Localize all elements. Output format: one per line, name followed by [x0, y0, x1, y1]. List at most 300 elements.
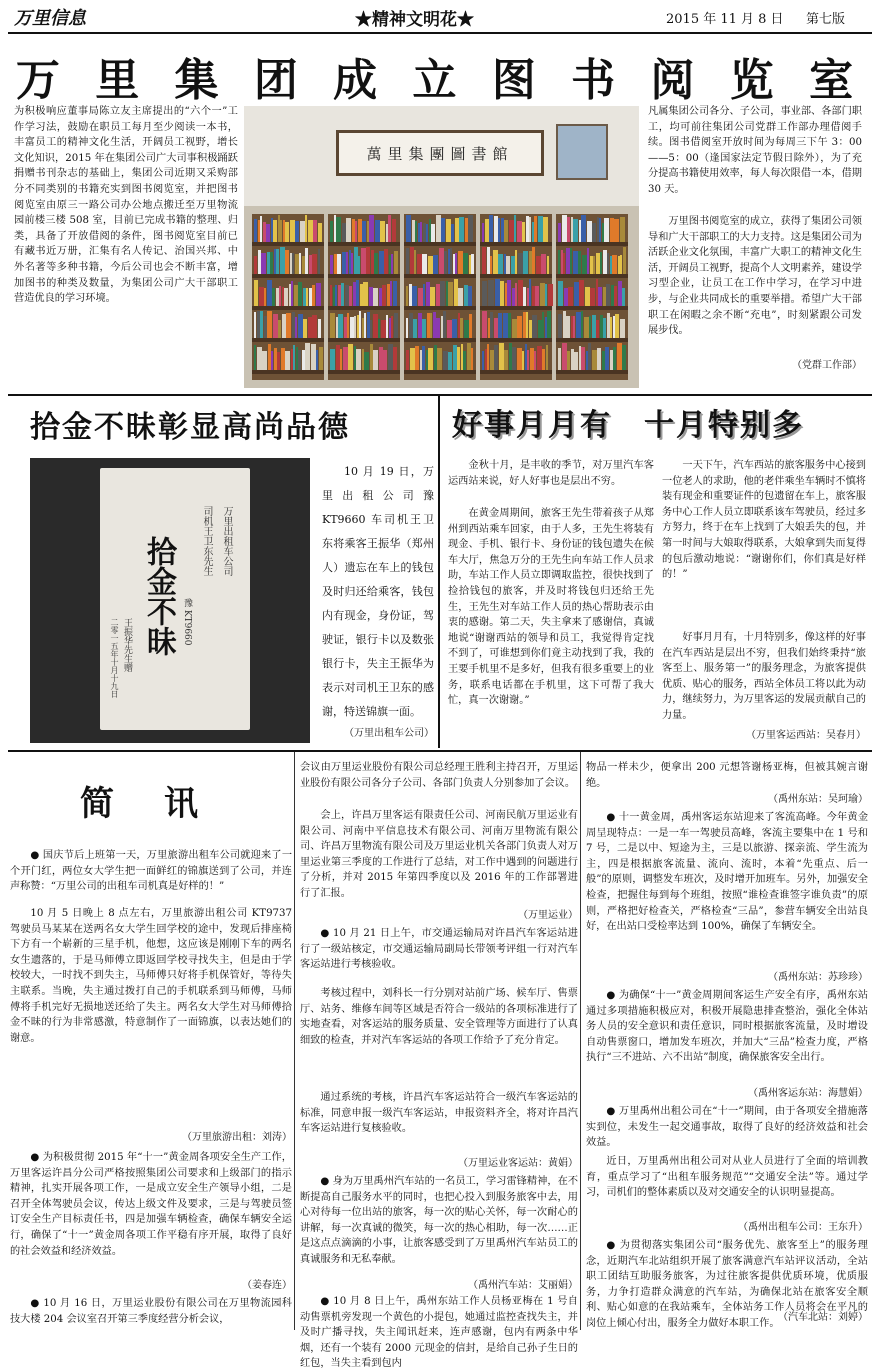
book-spine — [363, 282, 368, 306]
brief-right-p6: ● 为贯彻落实集团公司“服务优先、旅客至上”的服务理念，近期汽车北站组织开展了旅客满意汽车站评议活动，全站职工团结互助服务旅客，为过往旅客提供优质环境，优质服务，力争打造群众满意的汽车站，为确保北站在旅客安全顺利、贴心如意的在我站乘车，全体站务工作人员将会在平凡的岗位上倾心付出，服务全力做好本职工作。 — [586, 1240, 868, 1329]
brief-sig-r-1: （禹州东站：吴珂瑜） — [768, 794, 868, 805]
book-spine — [285, 250, 289, 274]
book-spine — [418, 288, 423, 306]
brief-sig-mid-1: （万里运业） — [518, 910, 578, 921]
book-spine — [573, 219, 578, 242]
brief-col-3 — [586, 760, 868, 1328]
brief-right-p4: ● 万里禹州出租公司在“十一”期间，由于各项安全措施落实到位，未发生一起交通事故，取得了良好的经济效益和社会效益。 — [586, 1106, 868, 1149]
book-spine — [369, 287, 373, 306]
brief-col-1 — [10, 848, 292, 1328]
book-spine — [509, 220, 514, 242]
book-spine — [436, 215, 441, 242]
book-spine — [453, 345, 457, 370]
book-spine — [446, 219, 451, 242]
book-spine — [281, 348, 285, 370]
shelf-board — [404, 338, 476, 342]
library-left-text: 为积极响应董事局陈立友主席提出的“六个一”工作学习法，鼓励在职员工每月至少阅读一本书，丰富员工的精神文化生活，开阔员工视野，增长文化知识，2015 年在集团公司广大司事积极踊跃捐赠书刊杂志的基础上，集团公司近期又采购部分不同类别的书籍充实到图书阅览室，并把图书阅览室由原三一路公司办公地点搬迁至万里物流园前楼三楼 508 室，目前已完成书籍的整理、归类，具备了开放借阅的条件，图书阅览室目前已有藏书近万册，汇集有名人传记、治国兴邦、中外名著等多种书籍，今后公司也会不断丰富，增加图书的种类及数量，为集团公司广大干部职工营造优良的学习环境。 — [14, 106, 238, 305]
book-spine — [308, 317, 312, 338]
book-spine — [463, 253, 468, 274]
book-spine — [606, 284, 610, 306]
book-spine — [532, 315, 537, 338]
brief-mid-p4: 考核过程中，刘科长一行分别对站前广场、候车厅、售票厅、站务、维修车间等区域是否符合一级站的各项标准进行了实地查看，对客运站的服务质量、安全管理等方面进行了认真细致的检查，并对汽车客运站的各项工作给予了充分肯定。 — [300, 988, 578, 1046]
brief-divider-2 — [580, 752, 581, 1330]
shelf-board — [328, 338, 400, 342]
book-spine — [464, 320, 469, 338]
library-photo — [244, 106, 639, 388]
book-spine — [574, 282, 579, 306]
book-spine — [612, 255, 617, 274]
book-spine — [485, 219, 489, 242]
book-spine — [356, 349, 361, 370]
page-header — [0, 0, 879, 34]
book-spine — [493, 250, 498, 274]
book-spine — [284, 288, 288, 306]
book-spine — [468, 215, 473, 242]
book-spine — [308, 220, 313, 242]
goodnews-col1-p2: 在黄金周期间，旅客王先生带着孩子从郑州到西站乘车回家，由于人多，王先生将装有现金、手机、银行卡、身份证的钱包遗失在候车大厅，焦急万分的王先生向车站工作人员求助，车站工作人员立即调取监控，很快找到了捡拾钱包的旅客，并及时将钱包归还给王先生，王先生对车站工作人员的热心帮助表示由衷的感谢。第二天，失主拿来了感谢信，真诚地说“谢谢西站的领导和员工，我觉得肯定找不到了，可谁想到你们竟主动找到了我，我的王要手机里不是多好，但我有很多重要上的业务，联系电话都在手机里，这下可帮了我大忙，真一次谢谢。” — [448, 508, 654, 707]
brief-divider-1 — [294, 752, 295, 1330]
shelf-bay — [328, 214, 400, 380]
book-spine — [436, 318, 440, 338]
book-spine — [295, 221, 299, 242]
book-spine — [290, 220, 295, 242]
book-spine — [348, 344, 353, 370]
book-spine — [318, 249, 320, 274]
book-spine — [592, 315, 596, 338]
book-spine — [375, 220, 380, 242]
book-spine — [597, 348, 601, 370]
book-spine — [622, 345, 626, 370]
book-spine — [430, 287, 435, 306]
book-spine — [312, 315, 317, 338]
brief-item-1: ● 国庆节后上班第一天，万里旅游出租车公司就迎来了一个开门红，两位女大学生把一面鲜红的锦旗送到了公司，并连声称赞：“万里公司的出租车司机真是好样的！” — [10, 850, 292, 893]
book-spine — [409, 313, 413, 338]
book-spine — [428, 348, 433, 370]
book-spine — [330, 313, 335, 338]
brief-right-p2: ● 十一黄金周，禹州客运东站迎来了客流高峰。今年黄金周呈现特点：一是一车一驾驶员高峰，客流主要集中在 1 号和 7 号，二是以中、短途为主，三是以旅游、探亲流、学生流为主，四是根据旅客流量、流向、流时，本着“先重点、后一般”的原则，调整发车班次，及时增开加班车。另外，加强安全检查，把握住每到每个班组，按照“谁检查谁签字谁负责”的原则，严格把好检查关，严格检查“三品”，参营车辆安全出站良好，在出站口受检率达到 100%，确保了车辆安全。 — [586, 812, 868, 933]
silk-banner — [100, 468, 250, 730]
book-spine — [354, 247, 358, 274]
book-spine — [313, 220, 317, 242]
book-spine — [330, 349, 335, 370]
book-spine — [383, 350, 387, 370]
newspaper-brand: 万里信息 — [14, 8, 86, 29]
book-spine — [374, 253, 378, 274]
book-spine — [441, 218, 445, 242]
brief-item-2: ● 为积极贯彻 2015 年“十一”黄金周各项安全生产工作，万里客运许昌分公司严格按照集团公司要求和上级部门的指示精神，扎实开展各项工作，一是成立安全生产领导小组，二是召开全体驾驶员会议，传达上级文件及要求，三是与驾驶员签订安全生产目标责任书，四是加强车辆检查，确保车辆安全运行，确保了“十一”黄金周各项工作平稳有序开展，取得了良好的社会效益和经济效益。 — [10, 1152, 292, 1257]
book-spine — [592, 223, 596, 242]
book-spine — [318, 319, 321, 338]
library-right-text-1: 凡属集团公司各分、子公司，事业部、各部门职工，均可前往集团公司党群工作部办理借阅手续。图书借阅室开放时间为每周三下午 3：00——5：00（逢国家法定节假日除外），为了充分提高书籍使用效率，每人每次限借一本，借期 30 天。 — [648, 106, 862, 195]
book-spine — [596, 253, 600, 274]
book-spine — [558, 314, 562, 338]
brief-sig-mid-2: （万里运业客运站：黄娟） — [458, 1158, 578, 1169]
shelf-bay — [252, 214, 324, 380]
book-spine — [584, 317, 589, 338]
silk-banner-photo — [30, 458, 310, 743]
book-spine — [507, 280, 511, 306]
shelf-board — [404, 274, 476, 278]
book-spine — [623, 247, 626, 274]
book-spine — [576, 312, 581, 338]
book-spine — [530, 348, 534, 370]
book-spine — [610, 218, 614, 242]
shelf-bay — [404, 214, 476, 380]
book-spine — [379, 347, 383, 370]
book-spine — [373, 350, 378, 370]
goodnews-col1-p1: 金秋十月，是丰收的季节，对万里汽车客运西站来说，好人好事也是层出不穷。 — [448, 460, 654, 487]
brief-mid-p5: 通过系统的考核，许昌汽车客运站符合一级汽车客运站的标准，同意申报一级汽车客运站，申报资料齐全，将对许昌汽车客运站进行复核验收。 — [300, 1092, 578, 1135]
book-spine — [511, 256, 515, 274]
banner-giver: 王振华先生赠 — [122, 618, 132, 672]
book-spine — [294, 285, 298, 306]
book-spine — [312, 254, 317, 274]
book-spine — [535, 286, 539, 306]
book-spine — [455, 218, 459, 242]
brief-mid-p6: ● 身为万里禹州汽车站的一名员工，学习雷锋精神，在不断提高自己服务水平的同时，也把心投入到服务旅客中去，用心对待每一位出站的旅客，每一次的贴心关怀，每一次耐心的讲解，每一次真诚的微笑，每一次的热心相助，每一次……正是这点点滴滴的小事，让旅客感受到了万里禹州汽车站员工的真诚服务和无私奉献。 — [300, 1176, 578, 1265]
brief-right-p5: 近日，万里禹州出租公司对从业人员进行了全面的培训教育，重点学习了“出租车服务规范”“交通安全法”等。通过学习，司机们的整体素质以及对交通安全的认识明显提高。 — [586, 1156, 868, 1199]
book-spine — [564, 288, 568, 306]
book-spine — [443, 351, 448, 370]
brief-mid-p2: 会上，许昌万里客运有限责任公司、河南民航万里运业有限公司、河南中平信息技术有限公司、河南万里物流有限公司、许昌万里物流有限公司及万里运业机关各部门负责人对万里运业第三季度的工作进行了总结，对工作中遇到的问题进行了分析，并对 2015 年第四季度以及 2016 年的工作部署进行了汇报。 — [300, 810, 578, 899]
book-spine — [273, 314, 278, 338]
book-spine — [394, 313, 398, 338]
book-spine — [410, 247, 414, 274]
book-spine — [358, 219, 362, 242]
brief-right-p1: 物品一样未少，便拿出 200 元想答谢杨亚梅，但被其婉言谢绝。 — [586, 762, 868, 789]
book-spine — [500, 281, 504, 306]
book-spine — [406, 215, 411, 242]
shelf-board — [252, 242, 324, 246]
book-spine — [454, 279, 458, 306]
book-spine — [615, 314, 619, 338]
library-signature: （党群工作部） — [792, 360, 862, 371]
goodnews-body — [448, 458, 866, 748]
book-spine — [337, 254, 341, 274]
banner-main-text: 拾金不昧 — [141, 536, 176, 656]
book-spine — [467, 343, 471, 370]
shelf-bay — [480, 214, 552, 380]
book-spine — [379, 251, 384, 274]
book-spine — [373, 288, 378, 306]
book-spine — [590, 288, 595, 306]
brief-right-p3: ● 为确保“十一”黄金周期间客运生产安全有序，禹州东站通过多项措施积极应对，积极开展隐患排查整治，强化全体站务人员的安全意识和责任意识，同时根据旅客流量，及时增设自动售票窗口，增加发车班次，并加大“三品”检查力度，严格执行“三不进站、六不出站”制度，确保旅客安全出行。 — [586, 990, 868, 1064]
brief-sig-r-5: （汽车北站：刘婷） — [778, 1312, 868, 1323]
book-spine — [447, 320, 452, 338]
book-spine — [574, 352, 578, 370]
book-spine — [266, 224, 270, 242]
book-spine — [548, 284, 553, 306]
book-spine — [494, 345, 498, 370]
book-spine — [361, 248, 366, 274]
book-spine — [350, 317, 354, 338]
shelf-board — [480, 370, 552, 374]
bookshelves — [252, 214, 632, 384]
shelf-board — [252, 274, 324, 278]
book-spine — [381, 320, 386, 338]
column-title: ★精神文明花★ — [355, 10, 474, 30]
book-spine — [547, 311, 551, 338]
book-spine — [319, 347, 323, 370]
book-spine — [392, 219, 396, 242]
book-spine — [504, 350, 508, 370]
book-spine — [393, 347, 397, 370]
book-spine — [464, 285, 468, 306]
book-spine — [452, 319, 457, 338]
brief-mid-p1: 会议由万里运业股份有限公司总经理王胜利主持召开，万里运业股份有限公司各分子公司、各部门负责人分别参加了会议。 — [300, 762, 578, 789]
book-spine — [482, 247, 486, 274]
shelf-board — [252, 370, 324, 374]
book-spine — [422, 319, 426, 338]
book-spine — [587, 221, 592, 242]
edition-number: 第七版 — [806, 12, 846, 27]
book-spine — [426, 282, 430, 306]
book-spine — [440, 281, 445, 306]
shelf-board — [252, 338, 324, 342]
book-spine — [603, 250, 607, 274]
book-spine — [382, 285, 386, 306]
goodnews-col2-p1: 一天下午，汽车西站的旅客服务中心接到一位老人的求助，他的老伴乘坐车辆时不慎将装有现金和重要证件的包遗留在车上，旅客服务中心工作人员立即联系该车驾驶员，经过多方努力，终于在车上找到了大娘丢失的包，并第一时间与大娘取得联系，大娘拿到失而复得的包后激动地说：“谢谢你们，你们真是好样的！” — [662, 460, 866, 581]
brief-sig-r-4: （禹州出租车公司：王东升） — [738, 1222, 868, 1233]
shelf-board — [328, 274, 400, 278]
brief-title: 简 讯 — [80, 784, 206, 824]
book-spine — [428, 256, 433, 274]
banner-recipient: 司机王卫东先生 — [201, 506, 212, 576]
shelf-board — [556, 306, 628, 310]
library-headline: 万 里 集 团 成 立 图 书 阅 览 室 — [15, 55, 864, 106]
section-rule-1 — [8, 394, 872, 396]
shelf-board — [480, 306, 552, 310]
shelf-board — [404, 242, 476, 246]
header-rule — [8, 32, 872, 34]
book-spine — [489, 215, 493, 242]
book-spine — [364, 352, 369, 370]
brief-sig-2: （姜春连） — [242, 1280, 292, 1291]
book-spine — [433, 255, 438, 274]
book-spine — [523, 251, 528, 274]
book-spine — [512, 319, 517, 338]
book-spine — [418, 313, 422, 338]
book-spine — [573, 251, 578, 274]
book-spine — [448, 352, 452, 370]
book-spine — [393, 281, 397, 306]
book-spine — [267, 280, 272, 306]
book-spine — [494, 318, 498, 338]
book-spine — [604, 218, 609, 242]
book-spine — [285, 222, 289, 242]
goodnews-col2-p2: 好事月月有，十月特别多，像这样的好事在汽车西站是层出不穷，但我们始终秉持“旅客至上、服务第一”的服务理念，为旅客提供优质、贴心的服务，西站全体员工将以此为动力，继续努力，为万里客运的发展贡献自己的力量。 — [662, 632, 866, 721]
book-spine — [311, 344, 316, 370]
book-spine — [538, 320, 542, 338]
book-spine — [410, 348, 415, 370]
shelf-bay — [556, 214, 628, 380]
book-spine — [261, 253, 266, 274]
honesty-text: 10 月 19 日，万里出租公司豫 KT9660 车司机王卫东将乘客王振华（郑州人）遗忘在车上的钱包及时归还给乘客，钱包内有现金，身份证，驾驶证，银行卡以及数张银行卡，失主王振华为表示对司机王卫东的感谢，特送锦旗一面。 — [322, 465, 434, 718]
book-spine — [436, 284, 440, 306]
book-spine — [490, 350, 494, 370]
book-spine — [458, 251, 463, 274]
book-spine — [543, 217, 548, 242]
book-spine — [581, 215, 586, 242]
shelf-board — [556, 370, 628, 374]
book-spine — [343, 347, 348, 370]
book-spine — [547, 256, 549, 274]
brief-item-3: ● 10 月 16 日，万里运业股份有限公司在万里物流园科技大楼 204 会议室召开第三季度经营分析会议， — [10, 1298, 292, 1325]
book-spine — [295, 254, 299, 274]
shelf-board — [252, 306, 324, 310]
honesty-signature: （万里出租车公司） — [344, 728, 434, 739]
framed-photo — [556, 124, 608, 180]
shelf-board — [480, 338, 552, 342]
book-spine — [388, 344, 393, 370]
section-rule-2 — [8, 750, 872, 752]
brief-sig-1: （万里旅游出租：刘涛） — [182, 1132, 292, 1143]
book-spine — [448, 282, 453, 306]
shelf-board — [480, 242, 552, 246]
book-spine — [614, 219, 619, 242]
book-spine — [366, 247, 370, 274]
book-spine — [512, 347, 516, 370]
book-spine — [257, 347, 262, 370]
book-spine — [518, 280, 523, 306]
book-spine — [618, 281, 622, 306]
book-spine — [562, 343, 567, 370]
book-spine — [506, 256, 510, 274]
book-spine — [468, 286, 472, 306]
book-spine — [362, 221, 366, 242]
book-spine — [558, 281, 563, 306]
brief-col-2 — [300, 760, 578, 1370]
shelf-board — [556, 338, 628, 342]
book-spine — [498, 313, 502, 338]
brief-item-1b: 10 月 5 日晚上 8 点左右，万里旅游出租公司 KT9737 驾驶员马某某在送两名女大学生回学校的途中，发现后排座椅下方有一个崭新的三星手机，他想，这应该是刚刚下车的两名女生遗落的，于是马师傅立即返回学校寻找失主，但是由于学校较大，一时找不到失主，马师傅只好将手机保管好，等待失主联系。当晚，失主通过拨打自己的手机联系到马师傅，马师傅将手机完好无损地送还给了失主。两名女大学生对马师傅拾金不昧的行为非常感激，特意制作了一面锦旗，以表达她们的谢意。 — [10, 908, 292, 1044]
book-spine — [413, 319, 417, 338]
book-spine — [582, 255, 587, 274]
book-spine — [259, 287, 264, 306]
book-spine — [437, 348, 442, 370]
book-spine — [285, 351, 290, 370]
book-spine — [439, 248, 444, 274]
goodnews-signature: （万里客运西站：吴春月） — [746, 730, 866, 741]
book-spine — [298, 314, 303, 338]
book-spine — [273, 220, 277, 242]
book-spine — [498, 254, 503, 274]
book-spine — [540, 283, 545, 306]
shelf-board — [328, 242, 400, 246]
book-spine — [499, 343, 504, 370]
issue-date: 2015 年 11 月 8 日 — [666, 12, 784, 27]
book-spine — [336, 217, 341, 242]
book-spine — [598, 287, 602, 306]
banner-date: 二零一五年十月十九日 — [110, 618, 119, 698]
brief-sig-r-3: （禹州客运东站：海慧娟） — [748, 1088, 868, 1099]
banner-plate: 豫 KT9660 — [182, 598, 192, 646]
book-spine — [300, 221, 305, 242]
book-spine — [316, 283, 321, 306]
brief-sig-r-2: （禹州东站：苏珍珍） — [768, 972, 868, 983]
book-spine — [422, 254, 427, 274]
book-spine — [538, 216, 543, 242]
book-spine — [412, 286, 417, 306]
book-spine — [517, 221, 522, 242]
book-spine — [536, 256, 541, 274]
book-spine — [254, 280, 258, 306]
column-divider — [438, 394, 440, 748]
book-spine — [394, 251, 398, 274]
book-spine — [517, 348, 522, 370]
book-spine — [504, 220, 508, 242]
brief-sig-mid-3: （禹州汽车站：艾丽娟） — [468, 1280, 578, 1291]
book-spine — [342, 252, 346, 274]
plaque-text: 萬里集團圖書館 — [366, 145, 514, 163]
book-spine — [458, 288, 463, 306]
book-spine — [280, 247, 285, 274]
book-spine — [345, 285, 349, 306]
book-spine — [566, 316, 570, 338]
book-spine — [303, 319, 307, 338]
shelf-board — [328, 306, 400, 310]
book-spine — [482, 311, 487, 338]
book-spine — [546, 345, 548, 370]
book-spine — [459, 217, 464, 242]
book-spine — [373, 314, 378, 338]
book-spine — [262, 351, 267, 370]
brief-mid-p3: ● 10 月 21 日上午，市交通运输局对许昌汽车客运站进行了一级站核定，市交通运输局副局长带领考评组一行对汽车客运站进行考核验收。 — [300, 928, 578, 971]
book-spine — [471, 254, 474, 274]
library-right-text-2: 万里图书阅览室的成立，获得了集团公司领导和广大干部职工的大力支持。这是集团公司为活跃企业文化氛围，丰富广大职工的精神文化生活，开阔员工视野，提高个人文明素养，建设学习型企业，让员工在工作中学习，在学习中进步，与企业共同成长的重要举措。希望广大干部职工在闲暇之余不断“充电”，时刻紧跟公司发展步伐。 — [648, 216, 862, 337]
book-spine — [620, 319, 625, 338]
book-spine — [305, 343, 310, 370]
book-spine — [622, 288, 625, 306]
book-spine — [346, 218, 351, 242]
book-spine — [566, 248, 570, 274]
book-spine — [579, 280, 584, 306]
book-spine — [286, 313, 291, 338]
calligraphy-plaque — [336, 130, 544, 176]
book-spine — [380, 221, 385, 242]
book-spine — [494, 216, 498, 242]
book-spine — [336, 345, 340, 370]
book-spine — [620, 217, 625, 242]
book-spine — [415, 346, 419, 370]
book-spine — [342, 223, 346, 242]
book-spine — [318, 223, 322, 242]
book-spine — [537, 346, 542, 370]
honesty-title: 拾金不昧彰显高尚品德 — [30, 410, 350, 445]
book-spine — [298, 282, 302, 306]
book-spine — [495, 279, 500, 306]
book-spine — [605, 347, 609, 370]
shelf-board — [556, 242, 628, 246]
brief-mid-p7: ● 10 月 8 日上午，禹州东站工作人员杨亚梅在 1 号自动售票机旁发现一个黄色的小提包，她通过监控查找失主，并及时广播寻找，失主闻讯赶来，连声感谢，包内有两条中华烟，还有一个装有 2000 元现金的信封，是给自己孙子生日的红包，当失主看到包内 — [300, 1296, 578, 1370]
book-spine — [338, 314, 343, 338]
book-spine — [518, 253, 523, 274]
book-spine — [267, 311, 272, 338]
book-spine — [585, 287, 590, 306]
goodnews-title: 好事月月有 十月特别多 — [452, 408, 804, 443]
book-spine — [369, 215, 374, 242]
book-spine — [617, 343, 622, 370]
book-spine — [384, 249, 388, 274]
book-spine — [517, 316, 522, 338]
shelf-board — [480, 274, 552, 278]
book-spine — [469, 314, 472, 338]
book-spine — [471, 348, 473, 370]
book-spine — [592, 350, 597, 370]
shelf-board — [404, 306, 476, 310]
book-spine — [282, 314, 286, 338]
book-spine — [541, 254, 546, 274]
